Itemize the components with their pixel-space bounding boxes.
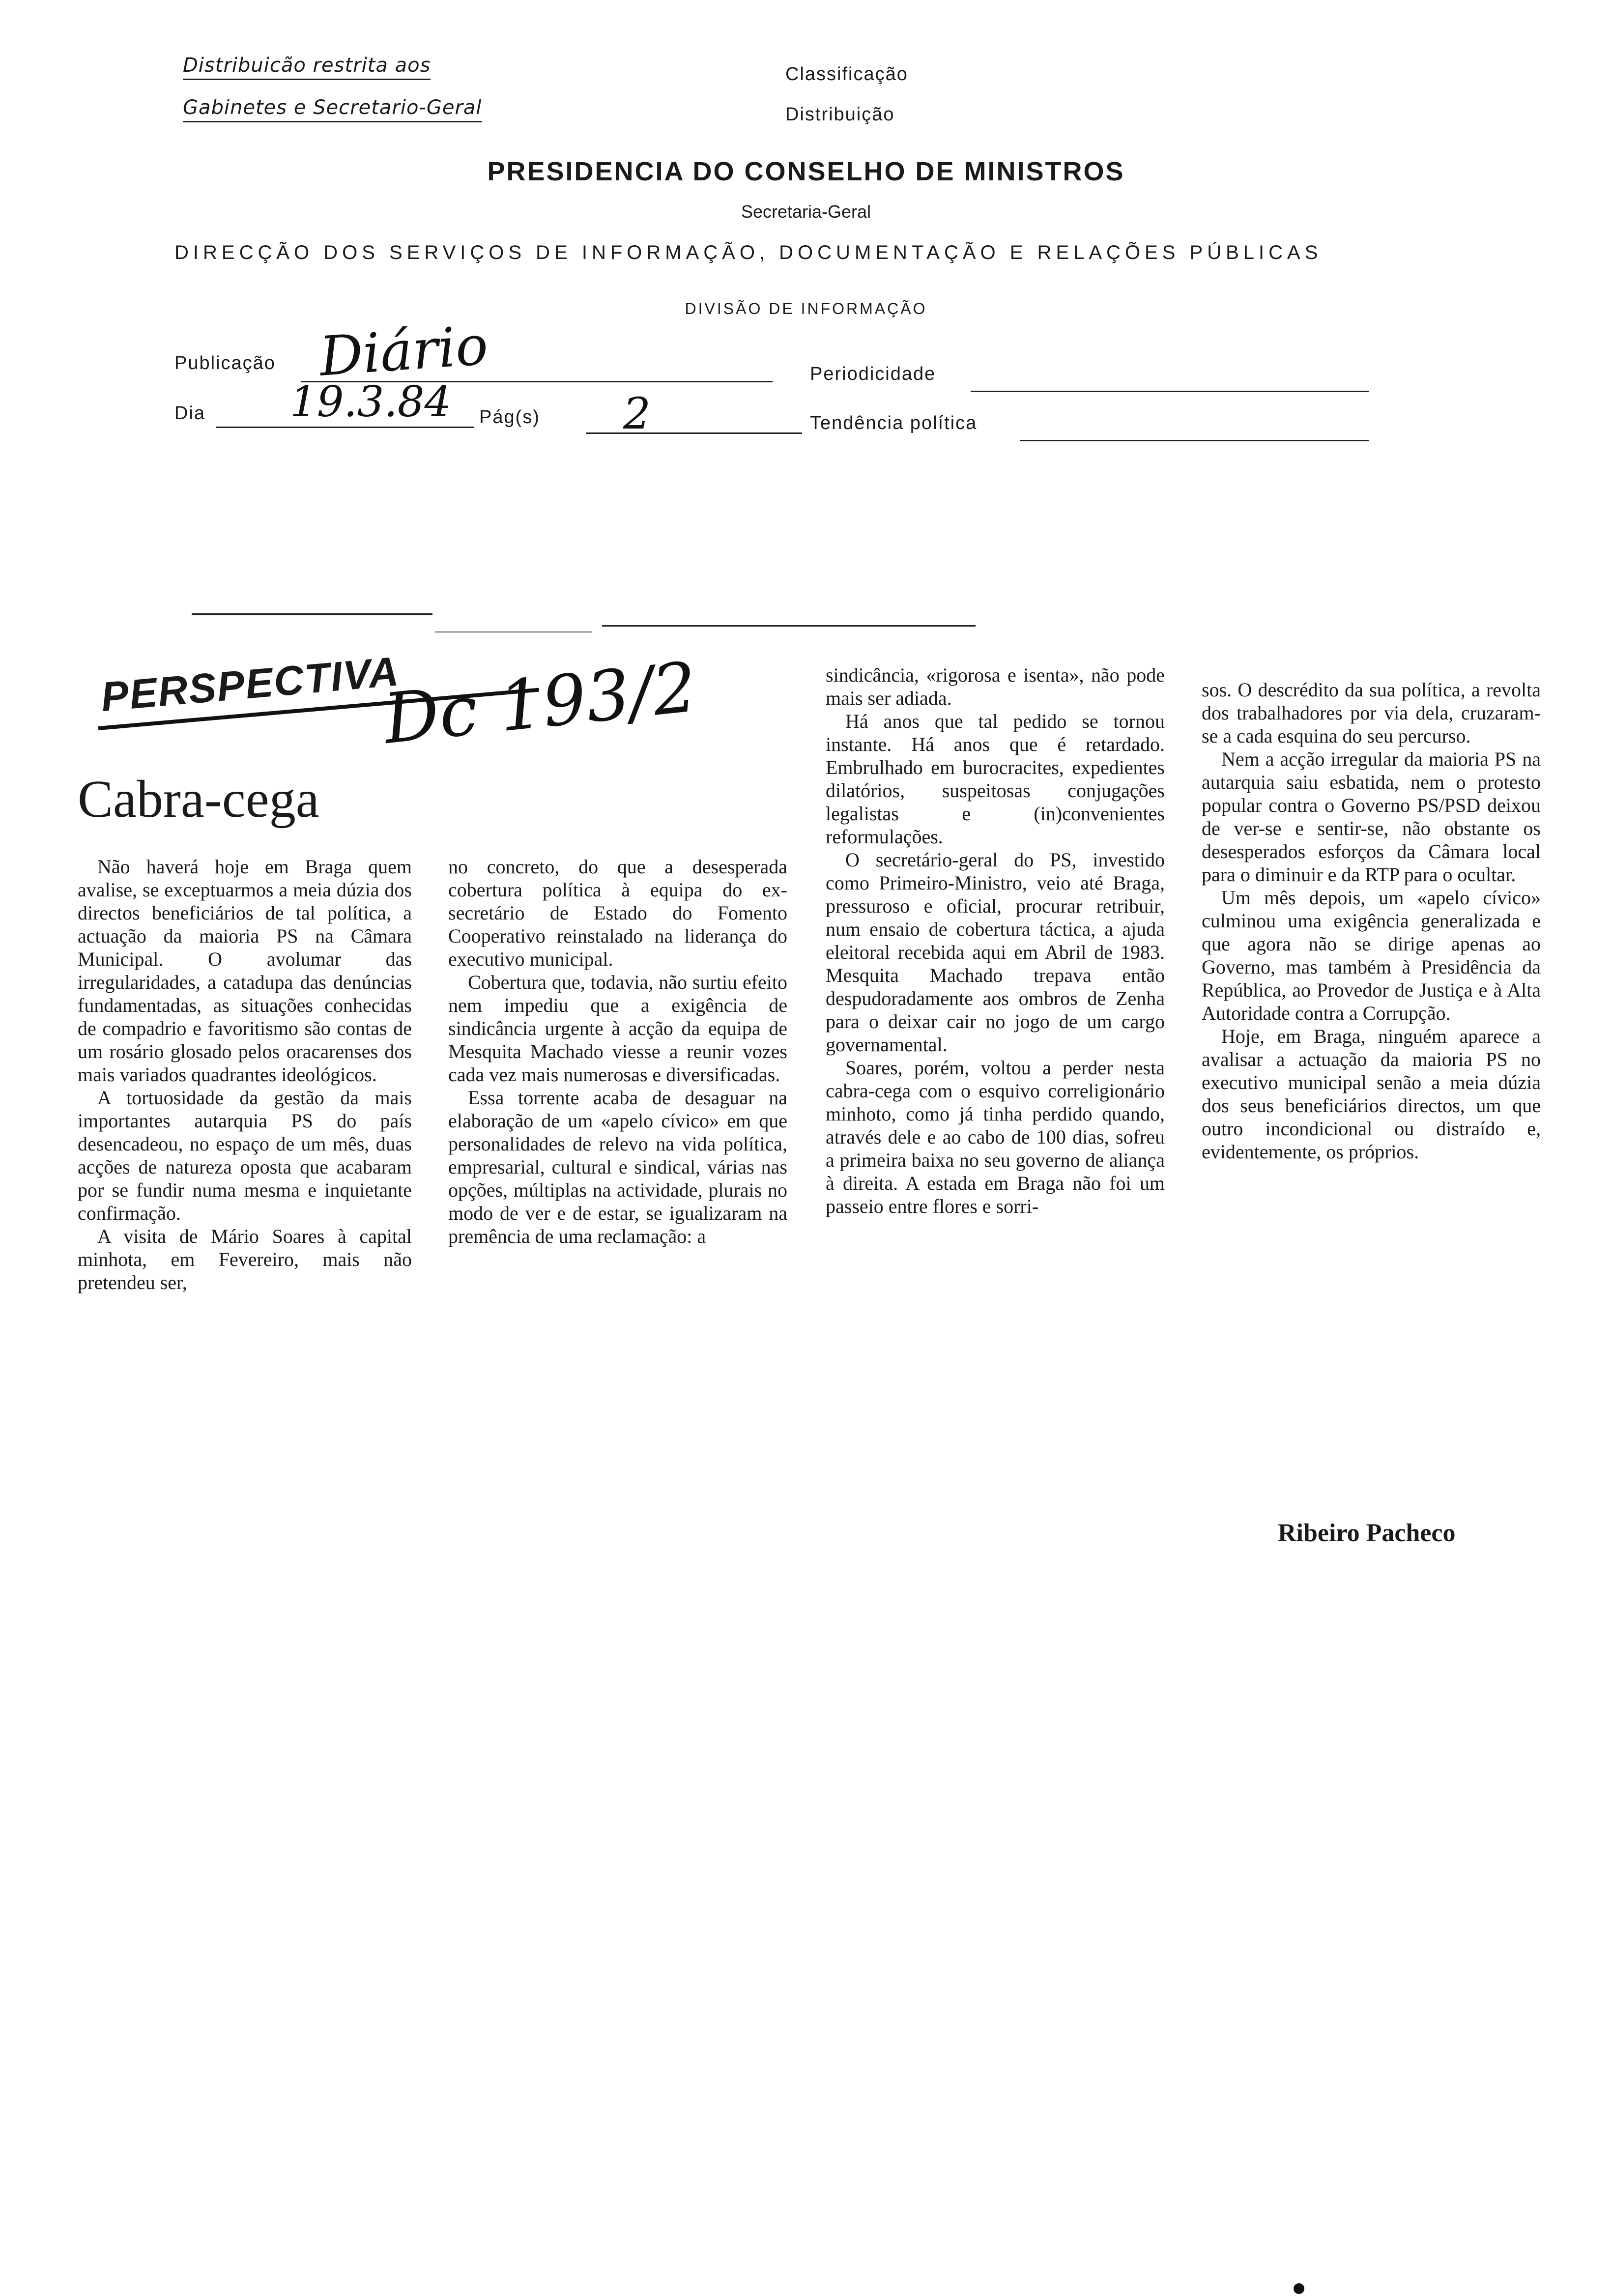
day-handwritten: 19.3.84 — [290, 377, 452, 427]
paragraph: Soares, porém, voltou a perder nesta cabra-cega com o esquivo correligionário minhoto, como já tinha perdido quando, através dele e ao cabo de 100 dias, sofreu a primeira baixa no seu governo de aliança à direita. A estada em Braga não foi um passeio entre flores e sorri- — [826, 1057, 1165, 1217]
paragraph: sindicância, «rigorosa e isenta», não pode mais ser adiada. — [826, 664, 1165, 709]
day-label: Dia — [174, 403, 206, 424]
top-rule-middle — [602, 625, 976, 627]
political-tendency-field-line — [1020, 440, 1369, 441]
paragraph: Cobertura que, todavia, não surtiu efeito nem impediu que a exigência de sindicância urgente à acção da equipa de Mesquita Machado viesse a reunir vozes cada vez mais numerosas e diversificadas. — [448, 971, 787, 1086]
restricted-distribution-line1: Distribuicão restrita aos — [183, 54, 431, 77]
paragraph: Essa torrente acaba de desaguar na elaboração de um «apelo cívico» em que personalidades de relevo na vida política, empresarial, cultural e sindical, várias nas opções, múltiplas na actividade, plurais no modo de ver e de estar, se igualizaram na premência de uma reclamação: a — [448, 1087, 787, 1247]
pages-handwritten: 2 — [623, 388, 651, 439]
top-rule-faint — [435, 631, 592, 632]
paragraph: Um mês depois, um «apelo cívico» culminou uma exigência generalizada e que agora não se dirige apenas ao Governo, mas também à Presidência da República, ao Provedor de Justiça e à Alta Autoridade contra a Corrupção. — [1202, 887, 1541, 1024]
article-column-4 — [1202, 678, 1541, 1163]
division-line: DIVISÃO DE INFORMAÇÃO — [685, 300, 927, 317]
paragraph: A tortuosidade da gestão da mais importantes autarquia PS do país desencadeou, no espaço de um mês, duas acções de natureza oposta que acabaram por se fundir numa mesma e inquietante confirmação. — [78, 1087, 412, 1224]
distribution-label: Distribuição — [785, 104, 895, 125]
publication-label: Publicação — [174, 353, 276, 373]
section-perspectiva: PERSPECTIVA — [99, 648, 402, 720]
periodicity-field-line — [971, 391, 1369, 392]
top-rule-left — [192, 613, 432, 615]
political-tendency-label: Tendência política — [810, 413, 978, 433]
day-field-line — [216, 427, 474, 428]
article-title: Cabra-cega — [78, 770, 319, 829]
paragraph: O secretário-geral do PS, investido como Primeiro-Ministro, veio até Braga, pressuroso e oficial, procurar retribuir, num ensaio de cobertura táctica, a ajuda eleitoral recebida aqui em Abril de 1983. Mesquita Machado trepava então despudoradamente aos ombros de Zenha para o deixar cair no jogo de um cargo governamental. — [826, 849, 1165, 1056]
paragraph: Nem a acção irregular da maioria PS na autarquia saiu esbatida, nem o protesto popular contra o Governo PS/PSD deixou de ver-se e sentir-se, não obstante os desesperados esforços da Câmara local para o diminuir e da RTP para o ocultar. — [1202, 748, 1541, 886]
article-author: Ribeiro Pacheco — [1278, 1519, 1456, 1547]
paragraph: sos. O descrédito da sua política, a revolta dos trabalhadores por via dela, cruzaram-se a cada esquina do seu percurso. — [1202, 679, 1541, 747]
directorate-line: DIRECÇÃO DOS SERVIÇOS DE INFORMAÇÃO, DOCUMENTAÇÃO E RELAÇÕES PÚBLICAS — [174, 242, 1323, 263]
article-column-1 — [78, 855, 412, 1294]
ministry-title: PRESIDENCIA DO CONSELHO DE MINISTROS — [487, 157, 1125, 186]
handwritten-reference: Dc 193/2 — [380, 647, 701, 760]
classification-label: Classificação — [785, 64, 908, 85]
scan-speck — [1294, 2283, 1304, 2294]
restricted-distribution-line2: Gabinetes e Secretario-Geral — [183, 96, 482, 119]
paragraph: no concreto, do que a desesperada cobertura política à equipa do ex-secretário de Estado do Fomento Cooperativo reinstalado na liderança do executivo municipal. — [448, 856, 787, 970]
paragraph: Há anos que tal pedido se tornou instante. Há anos que é retardado. Embrulhado em burocracites, expedientes dilatórios, suspeitosas conjugações legalistas e (in)convenientes reformulações. — [826, 710, 1165, 848]
paragraph: A visita de Mário Soares à capital minhota, em Fevereiro, mais não pretendeu ser, — [78, 1225, 412, 1293]
periodicity-label: Periodicidade — [810, 364, 936, 384]
article-column-2 — [448, 855, 787, 1248]
paragraph: Hoje, em Braga, ninguém aparece a avalisar a actuação da maioria PS no executivo municipal senão a meia dúzia dos seus beneficiários directos, um que outro incondicional ou distraído e, evidentemente, os próprios. — [1202, 1025, 1541, 1163]
secretariat-subtitle: Secretaria-Geral — [741, 201, 871, 222]
pages-field-line — [586, 432, 802, 434]
pages-label: Pág(s) — [479, 407, 540, 428]
paragraph: Não haverá hoje em Braga quem avalise, se exceptuarmos a meia dúzia dos directos beneficiários de tal política, a actuação da maioria PS na Câmara Municipal. O avolumar das irregularidades, a catadupa das denúncias fundamentadas, as situações conhecidas de compadrio e favoritismo são contas de um rosário glosado pelos oracarenses dos mais variados quadrantes ideológicos. — [78, 856, 412, 1086]
publication-handwritten: Diário — [317, 314, 490, 388]
article-column-3 — [826, 663, 1165, 1218]
